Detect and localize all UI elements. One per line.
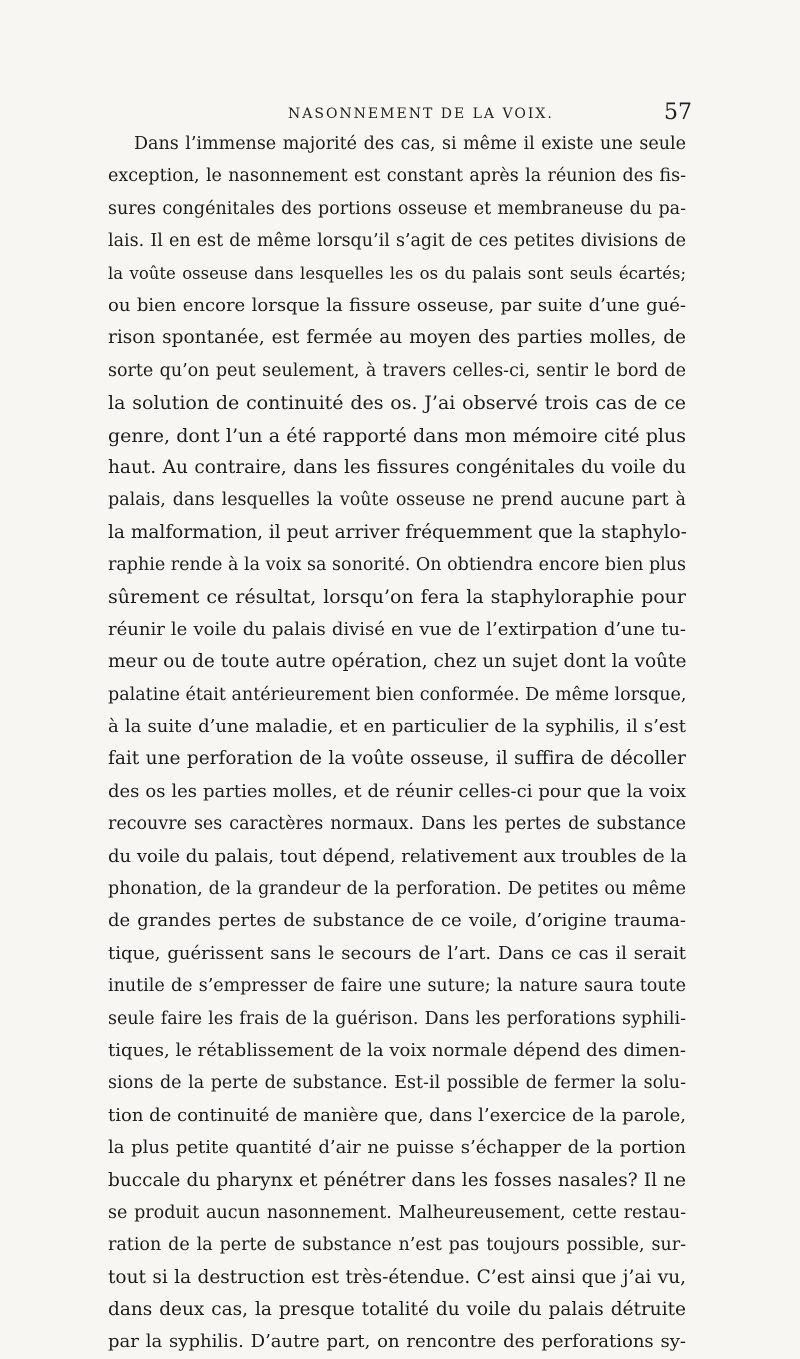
text-line: réunir le voile du palais divisé en vue de l’extirpation d’une tu-: [108, 618, 686, 640]
text-line: seule faire les frais de la guérison. Dans les perforations syphili-: [108, 1008, 686, 1029]
text-line: tiques, le rétablissement de la voix normale dépend des dimen-: [108, 1039, 686, 1061]
text-line: de grandes pertes de substance de ce voile, d’origine trauma-: [108, 910, 686, 932]
text-line: la plus petite quantité d’air ne puisse s’échapper de la portion: [108, 1137, 686, 1159]
running-head: [0, 102, 800, 126]
text-line: se produit aucun nasonnement. Malheureusement, cette restau-: [108, 1202, 686, 1223]
text-line: haut. Au contraire, dans les fissures congénitales du voile du: [108, 456, 686, 478]
text-line: sûrement ce résultat, lorsqu’on fera la staphyloraphie pour: [108, 586, 686, 609]
text-line: du voile du palais, tout dépend, relativement aux troubles de la: [108, 845, 687, 867]
text-line: palais, dans lesquelles la voûte osseuse ne prend aucune part à: [108, 490, 686, 511]
text-line: tion de continuité de manière que, dans l’exercice de la parole,: [108, 1104, 686, 1126]
text-line: fait une perforation de la voûte osseuse, il suffira de décoller: [108, 748, 686, 770]
text-line: palatine était antérieurement bien conformée. De même lorsque,: [108, 684, 687, 705]
text-line: sures congénitales des portions osseuse et membraneuse du pa-: [108, 198, 686, 219]
text-line: sorte qu’on peut seulement, à travers celles-ci, sentir le bord de: [108, 360, 686, 381]
text-line: lais. Il en est de même lorsqu’il s’agit de ces petites divisions de: [108, 231, 686, 252]
text-line: ou bien encore lorsque la fissure osseuse, par suite d’une gué-: [108, 294, 686, 316]
text-line: la malformation, il peut arriver fréquemment que la staphylo-: [108, 521, 687, 543]
text-line: à la suite d’une maladie, et en particulier de la syphilis, il s’est: [108, 716, 686, 738]
text-line: genre, dont l’un a été rapporté dans mon mémoire cité plus: [108, 424, 686, 447]
text-line: rison spontanée, est fermée au moyen des parties molles, de: [108, 327, 686, 349]
text-line: raphie rende à la voix sa sonorité. On obtiendra encore bien plus: [108, 555, 686, 576]
text-line: Dans l’immense majorité des cas, si même il existe une seule: [134, 134, 686, 154]
text-line: buccale du pharynx et pénétrer dans les fosses nasales? Il ne: [108, 1169, 686, 1191]
text-line: par la syphilis. D’autre part, on rencontre des perforations sy-: [108, 1331, 686, 1353]
text-line: inutile de s’empresser de faire une suture; la nature saura toute: [108, 976, 686, 997]
text-line: exception, le nasonnement est constant après la réunion des fis-: [108, 166, 686, 187]
page-number: 57: [664, 100, 692, 125]
running-head-title: NASONNEMENT DE LA VOIX.: [288, 106, 554, 122]
text-line: sions de la perte de substance. Est-il possible de fermer la solu-: [108, 1073, 686, 1094]
text-line: dans deux cas, la presque totalité du voile du palais détruite: [108, 1299, 686, 1321]
text-line: la voûte osseuse dans lesquelles les os du palais sont seuls écartés;: [108, 263, 686, 283]
text-line: la solution de continuité des os. J’ai observé trois cas de ce: [108, 392, 686, 415]
text-line: ration de la perte de substance n’est pas toujours possible, sur-: [108, 1235, 686, 1256]
text-line: meur ou de toute autre opération, chez un sujet dont la voûte: [108, 651, 687, 673]
text-line: phonation, de la grandeur de la perforation. De petites ou même: [108, 878, 686, 899]
body-paragraph: [108, 128, 686, 1359]
text-line: tout si la destruction est très-étendue. C’est ainsi que j’ai vu,: [108, 1266, 686, 1288]
text-line: des os les parties molles, et de réunir celles-ci pour que la voix: [108, 780, 686, 802]
text-line: recouvre ses caractères normaux. Dans les pertes de substance: [108, 814, 686, 835]
text-line: tique, guérissent sans le secours de l’art. Dans ce cas il serait: [108, 942, 686, 964]
